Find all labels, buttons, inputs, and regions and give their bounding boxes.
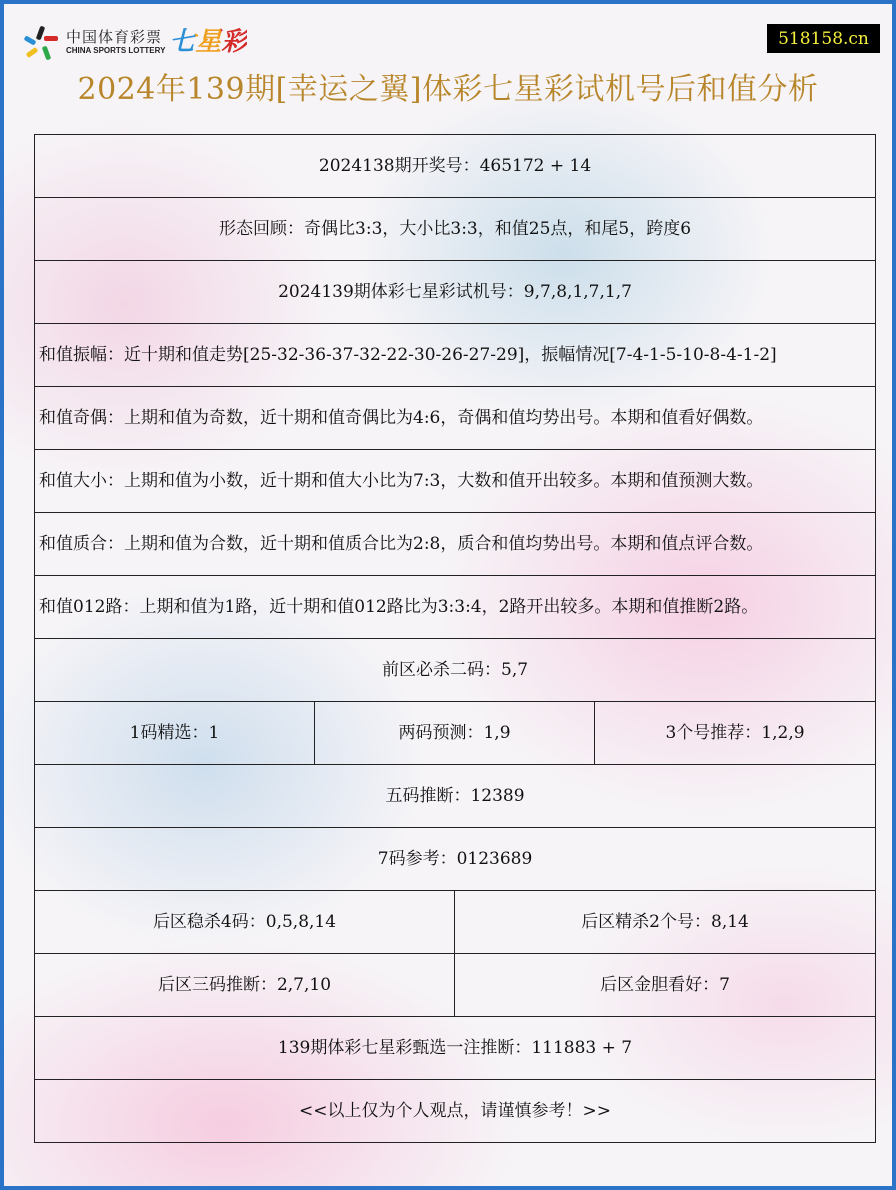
table-row xyxy=(35,1080,876,1143)
front-kill-two-cell: 前区必杀二码：5,7 xyxy=(35,639,876,702)
sum-012-cell: 和值012路：上期和值为1路，近十期和值012路比为3:3:4，2路开出较多。本期和值推断2路。 xyxy=(35,576,876,639)
table-row xyxy=(35,639,876,702)
logo-brand-text: 七星彩 xyxy=(169,27,248,57)
table-row xyxy=(35,828,876,891)
back-kill-two-cell: 后区精杀2个号：8,14 xyxy=(455,891,876,954)
three-code-cell: 3个号推荐：1,2,9 xyxy=(595,702,876,765)
back-kill-four-cell: 后区稳杀4码：0,5,8,14 xyxy=(35,891,455,954)
table-row xyxy=(35,1017,876,1080)
table-row xyxy=(35,702,876,765)
logo-en-text: CHINA SPORTS LOTTERY xyxy=(66,45,166,55)
lottery-logo xyxy=(24,24,247,60)
back-golden-cell: 后区金胆看好：7 xyxy=(455,954,876,1017)
table-row xyxy=(35,324,876,387)
page-title: 2024年139期[幸运之翼]体彩七星彩试机号后和值分析 xyxy=(77,72,819,107)
sum-prime-composite-cell: 和值质合：上期和值为合数，近十期和值质合比为2:8，质合和值均势出号。本期和值点评合数。 xyxy=(35,513,876,576)
two-code-cell: 两码预测：1,9 xyxy=(315,702,595,765)
trial-numbers-cell: 2024139期体彩七星彩试机号：9,7,8,1,7,1,7 xyxy=(35,261,876,324)
sum-big-small-cell: 和值大小：上期和值为小数，近十期和值大小比为7:3，大数和值开出较多。本期和值预测大数。 xyxy=(35,450,876,513)
one-code-cell: 1码精选：1 xyxy=(35,702,315,765)
disclaimer-cell: <<以上仅为个人观点，请谨慎参考！>> xyxy=(35,1080,876,1143)
table-row xyxy=(35,387,876,450)
analysis-table xyxy=(34,134,876,1143)
site-badge[interactable]: 518158.cn xyxy=(767,24,880,53)
table-row xyxy=(35,954,876,1017)
back-three-cell: 后区三码推断：2,7,10 xyxy=(35,954,455,1017)
table-row xyxy=(35,513,876,576)
pattern-review-cell: 形态回顾：奇偶比3:3，大小比3:3，和值25点，和尾5，跨度6 xyxy=(35,198,876,261)
five-code-cell: 五码推断：12389 xyxy=(35,765,876,828)
table-row xyxy=(35,198,876,261)
sum-odd-even-cell: 和值奇偶：上期和值为奇数，近十期和值奇偶比为4:6，奇偶和值均势出号。本期和值看好偶数。 xyxy=(35,387,876,450)
logo-cn-text: 中国体育彩票 xyxy=(66,27,163,46)
table-row xyxy=(35,261,876,324)
page-frame xyxy=(4,4,892,1186)
table-row xyxy=(35,765,876,828)
single-pick-cell: 139期体彩七星彩甄选一注推断：111883 + 7 xyxy=(35,1017,876,1080)
table-row xyxy=(35,135,876,198)
sum-amplitude-cell: 和值振幅：近十期和值走势[25-32-36-37-32-22-30-26-27-29]，振幅情况[7-4-1-5-10-8-4-1-2] xyxy=(35,324,876,387)
table-row xyxy=(35,450,876,513)
lottery-star-icon xyxy=(24,24,60,60)
table-row xyxy=(35,576,876,639)
table-row xyxy=(35,891,876,954)
seven-code-cell: 7码参考：0123689 xyxy=(35,828,876,891)
prev-draw-cell: 2024138期开奖号：465172 + 14 xyxy=(35,135,876,198)
